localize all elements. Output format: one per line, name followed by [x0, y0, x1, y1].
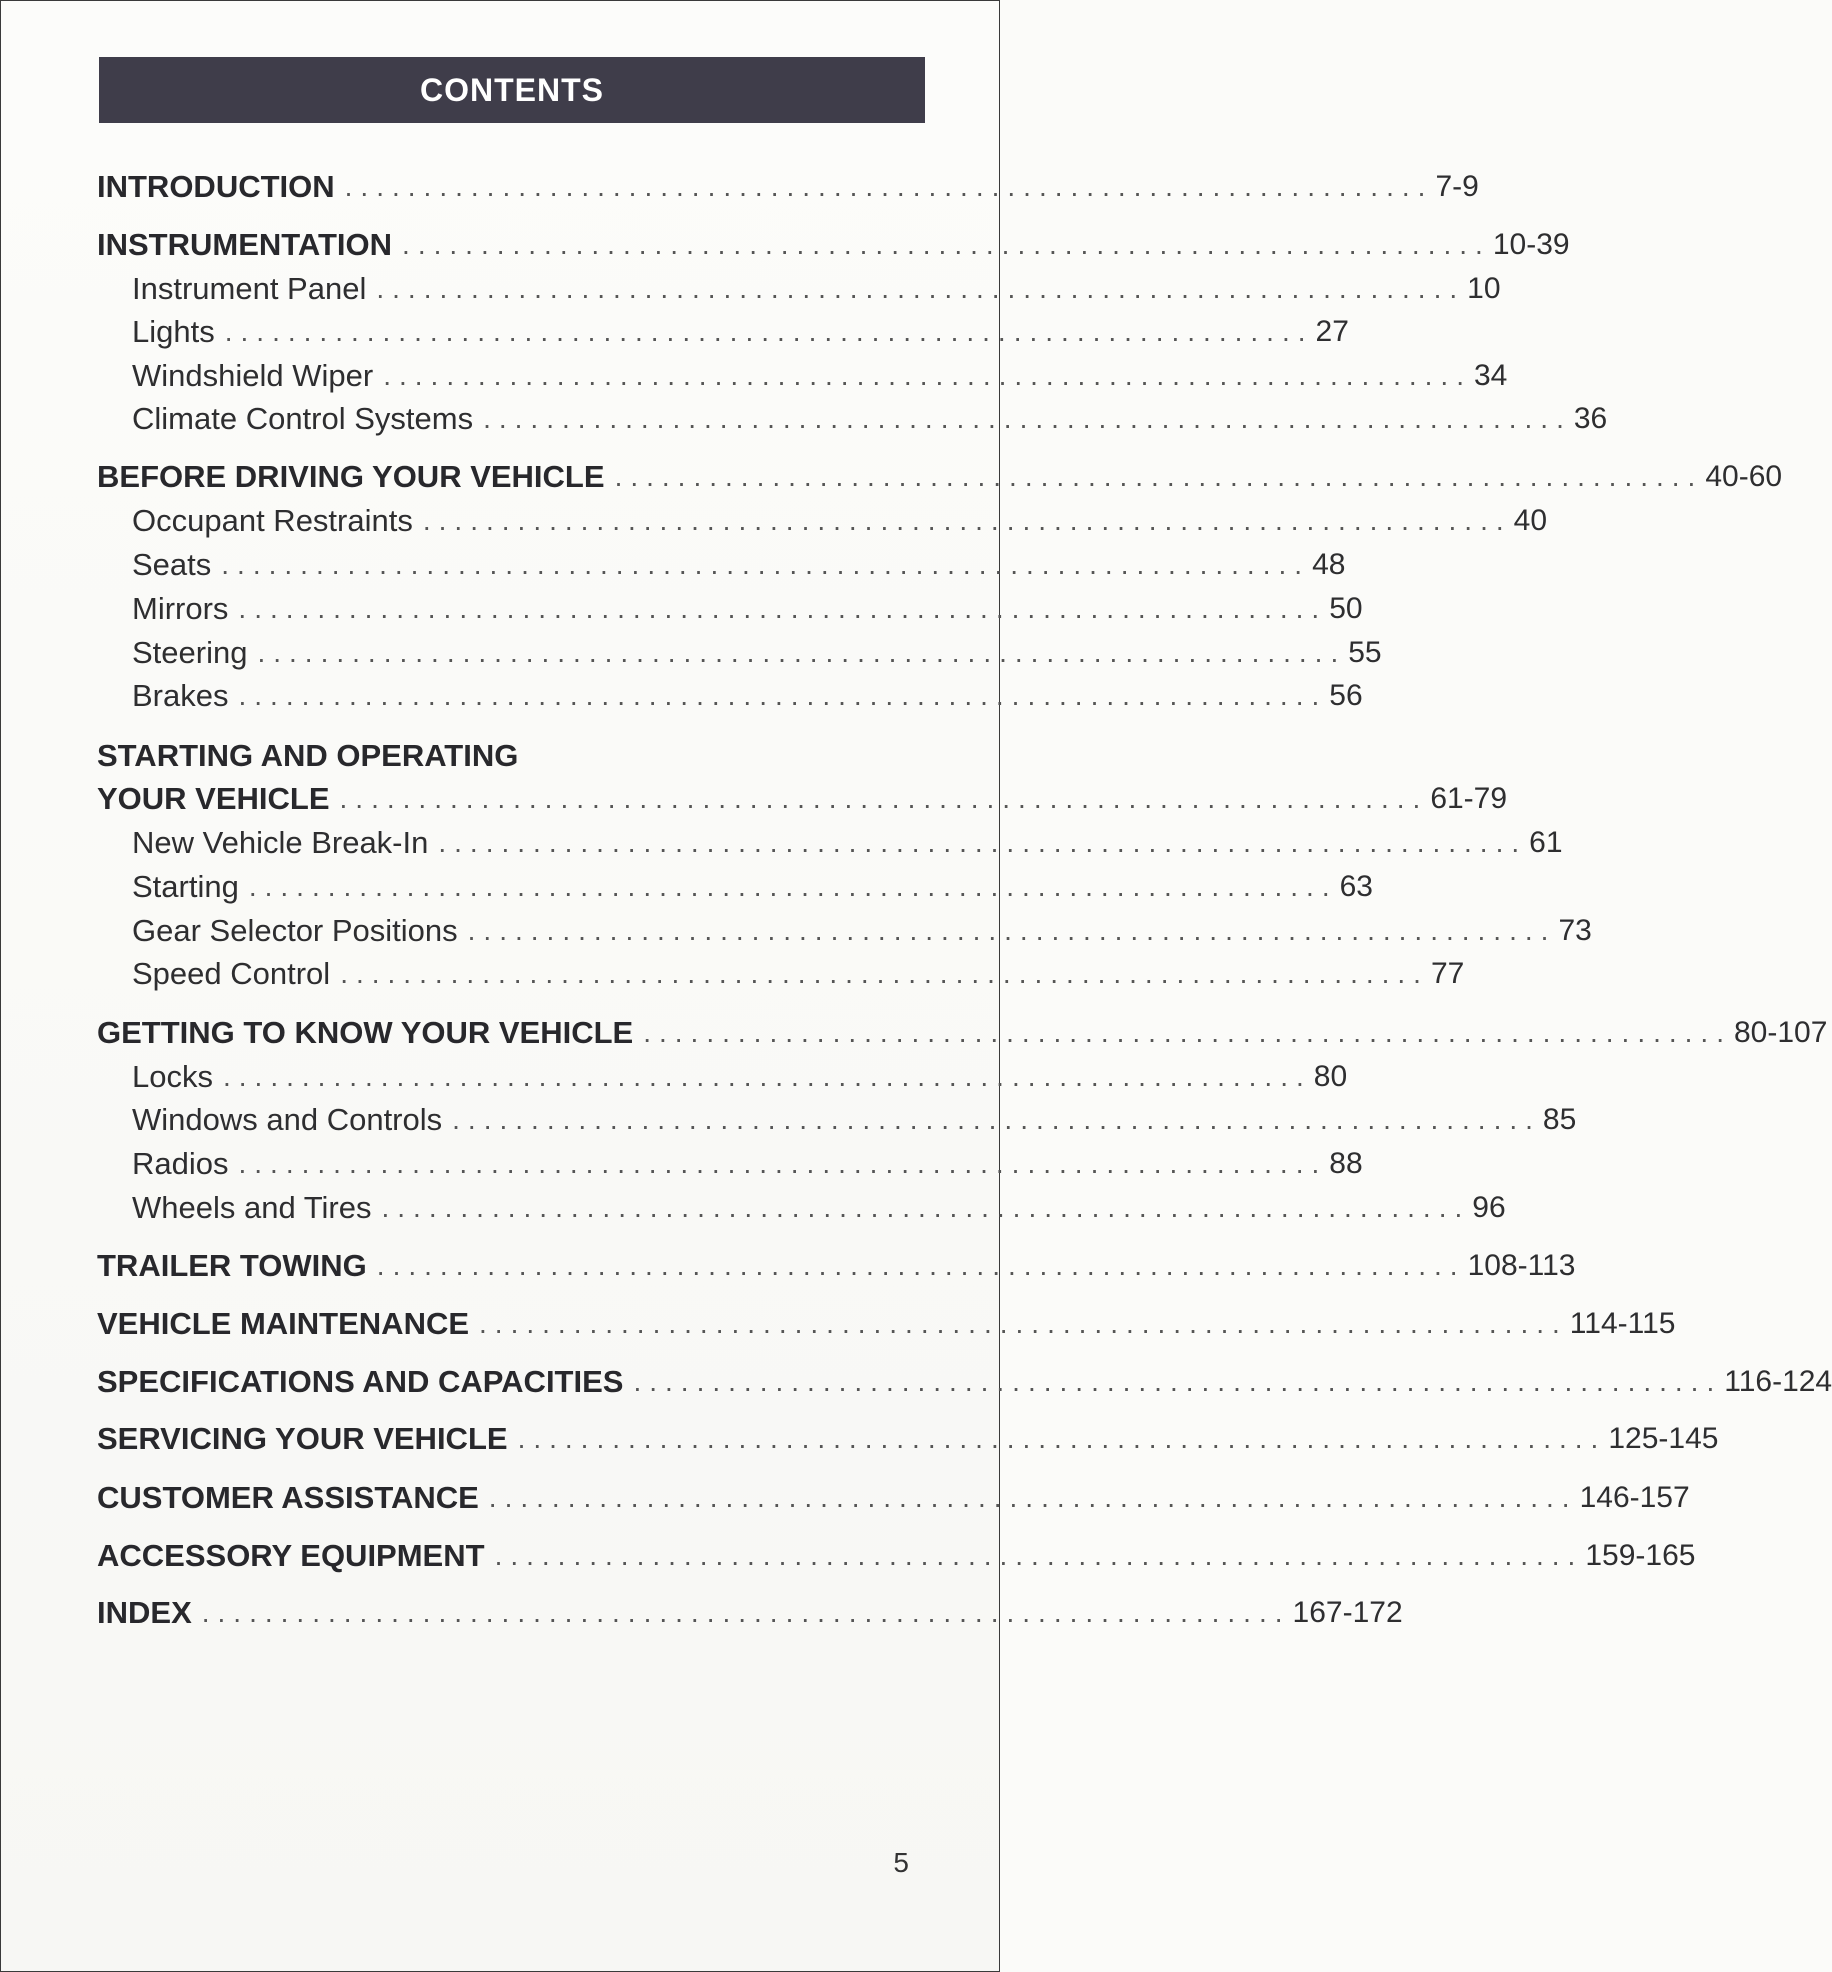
toc-entry-label: Occupant Restraints — [132, 503, 413, 538]
dot-leader: ..................................................................... — [222, 1061, 1312, 1092]
toc-entry-page: 96 — [1472, 1191, 1506, 1224]
toc-entry-page: 56 — [1329, 679, 1363, 712]
dot-leader: ..................................................................... — [238, 593, 1328, 624]
dot-leader: ..................................................................... — [340, 958, 1429, 989]
toc-subentry — [132, 1144, 1363, 1184]
dot-leader: ..................................................................... — [402, 229, 1491, 260]
toc-subentry — [132, 1188, 1506, 1228]
toc-subentry — [132, 312, 1349, 352]
toc-entry-label: VEHICLE MAINTENANCE — [97, 1306, 470, 1341]
toc-entry — [97, 736, 926, 776]
toc-entry — [97, 1536, 1696, 1576]
dot-leader: ..................................................................... — [479, 1308, 1568, 1339]
toc-entry-label: Gear Selector Positions — [132, 913, 458, 948]
toc-entry-label: CUSTOMER ASSISTANCE — [97, 1480, 479, 1515]
toc-entry-page: 125-145 — [1608, 1422, 1719, 1455]
toc-subentry — [132, 356, 1508, 396]
page-number: 5 — [893, 1847, 909, 1878]
dot-leader: ..................................................................... — [339, 783, 1429, 814]
toc-entry-page: 63 — [1339, 870, 1373, 903]
toc-subentry — [132, 633, 1382, 673]
toc-entry — [97, 167, 1479, 207]
toc-entry-label: INTRODUCTION — [97, 169, 335, 204]
toc-subentry — [132, 269, 1501, 309]
toc-entry-label: Climate Control Systems — [132, 401, 474, 436]
dot-leader: ..................................................................... — [452, 1104, 1541, 1135]
toc-entry — [97, 225, 1570, 265]
toc-subentry — [132, 676, 1363, 716]
toc-entry-page: 36 — [1573, 402, 1608, 435]
toc-entry-label: Seats — [132, 547, 212, 582]
toc-entry-page: 40 — [1513, 504, 1548, 537]
dot-leader: ..................................................................... — [422, 505, 1512, 536]
toc-entry-label: Instrument Panel — [132, 271, 367, 306]
toc-subentry — [132, 501, 1548, 541]
toc-entry-page: 10 — [1467, 272, 1501, 305]
toc-entry-label: Windshield Wiper — [132, 358, 374, 393]
toc-entry-label: Starting — [132, 869, 239, 904]
toc-entry — [97, 779, 1508, 819]
toc-entry-label: SPECIFICATIONS AND CAPACITIES — [97, 1364, 624, 1399]
toc-entry-page: 73 — [1558, 914, 1592, 947]
toc-subentry — [132, 954, 1465, 994]
toc-entry-page: 88 — [1329, 1147, 1363, 1180]
toc-entry-label: Locks — [132, 1059, 213, 1094]
dot-leader: ..................................................................... — [376, 273, 1466, 304]
toc-entry — [97, 1246, 1576, 1286]
toc-subentry — [132, 911, 1592, 951]
toc-subentry — [132, 589, 1363, 629]
toc-entry-label: Brakes — [132, 678, 229, 713]
dot-leader: ..................................................................... — [238, 680, 1328, 711]
toc-entry-label: INDEX — [97, 1595, 192, 1630]
toc-subentry — [132, 1100, 1577, 1140]
toc-entry-label: Radios — [132, 1146, 229, 1181]
toc-entry — [97, 1478, 1690, 1518]
toc-entry-page: 61-79 — [1430, 782, 1508, 815]
toc-entry — [97, 1419, 1719, 1459]
dot-leader: ..................................................................... — [238, 1148, 1328, 1179]
dot-leader: ..................................................................... — [494, 1540, 1584, 1571]
toc-entry-page: 40-60 — [1705, 460, 1783, 493]
toc-entry-page: 7-9 — [1435, 170, 1479, 203]
contents-title: CONTENTS — [420, 71, 604, 108]
contents-header-bar — [99, 57, 925, 123]
toc-entry-page: 80 — [1313, 1060, 1348, 1093]
dot-leader: ..................................................................... — [257, 637, 1347, 668]
toc-entry-page: 34 — [1473, 359, 1508, 392]
dot-leader: ..................................................................... — [344, 171, 1434, 202]
toc-subentry — [132, 1057, 1348, 1097]
toc-entry — [97, 1013, 1828, 1053]
toc-entry-page: 77 — [1430, 957, 1465, 990]
dot-leader: ..................................................................... — [488, 1482, 1578, 1513]
dot-leader: ..................................................................... — [517, 1423, 1607, 1454]
toc-entry-label: Mirrors — [132, 591, 229, 626]
toc-entry-page: 80-107 — [1734, 1016, 1828, 1049]
toc-entry-label: Steering — [132, 635, 248, 670]
dot-leader: ..................................................................... — [224, 316, 1314, 347]
toc-entry-label: SERVICING YOUR VEHICLE — [97, 1421, 508, 1456]
dot-leader: ..................................................................... — [376, 1250, 1466, 1281]
toc-entry — [97, 457, 1783, 497]
toc-entry-label: INSTRUMENTATION — [97, 227, 393, 262]
toc-entry — [97, 1593, 1403, 1633]
toc-entry-page: 146-157 — [1579, 1481, 1690, 1514]
toc-entry-page: 50 — [1329, 592, 1363, 625]
toc-entry-page: 61 — [1529, 826, 1563, 859]
toc-entry-label: GETTING TO KNOW YOUR VEHICLE — [97, 1015, 634, 1050]
toc-subentry — [132, 867, 1373, 907]
dot-leader: ..................................................................... — [614, 461, 1704, 492]
toc-entry-label: YOUR VEHICLE — [97, 781, 330, 816]
dot-leader: ..................................................................... — [248, 871, 1338, 902]
toc-entry-label: New Vehicle Break-In — [132, 825, 429, 860]
toc-entry-label: STARTING AND OPERATING — [97, 738, 519, 773]
toc-entry — [97, 1304, 1676, 1344]
dot-leader: ..................................................................... — [438, 827, 1528, 858]
toc-entry-page: 48 — [1312, 548, 1346, 581]
toc-entry-page: 114-115 — [1569, 1307, 1676, 1340]
toc-entry-page: 10-39 — [1492, 228, 1570, 261]
toc-subentry — [132, 823, 1563, 863]
toc-entry-page: 159-165 — [1585, 1539, 1696, 1572]
toc-entry-label: Wheels and Tires — [132, 1190, 372, 1225]
toc-entry-page: 27 — [1315, 315, 1349, 348]
dot-leader: ..................................................................... — [633, 1366, 1723, 1397]
toc-entry-page: 116-124 — [1724, 1365, 1832, 1398]
toc-entry-label: ACCESSORY EQUIPMENT — [97, 1538, 485, 1573]
toc-entry-label: Speed Control — [132, 956, 331, 991]
dot-leader: ..................................................................... — [201, 1597, 1291, 1628]
toc-entry-page: 167-172 — [1292, 1596, 1403, 1629]
toc-entry-label: Lights — [132, 314, 215, 349]
toc-entry-page: 85 — [1542, 1103, 1577, 1136]
toc-entry-label: TRAILER TOWING — [97, 1248, 367, 1283]
dot-leader: ..................................................................... — [483, 403, 1572, 434]
toc-entry-page: 55 — [1348, 636, 1382, 669]
toc-subentry — [132, 399, 1608, 439]
toc-entry — [97, 1362, 1832, 1402]
dot-leader: ..................................................................... — [383, 360, 1472, 391]
toc-entry-label: Windows and Controls — [132, 1102, 443, 1137]
toc-subentry — [132, 545, 1346, 585]
dot-leader: ..................................................................... — [643, 1017, 1732, 1048]
toc-entry-label: BEFORE DRIVING YOUR VEHICLE — [97, 459, 605, 494]
dot-leader: ..................................................................... — [221, 549, 1311, 580]
toc-entry-page: 108-113 — [1467, 1249, 1576, 1282]
dot-leader: ..................................................................... — [467, 915, 1557, 946]
dot-leader: ..................................................................... — [381, 1192, 1471, 1223]
